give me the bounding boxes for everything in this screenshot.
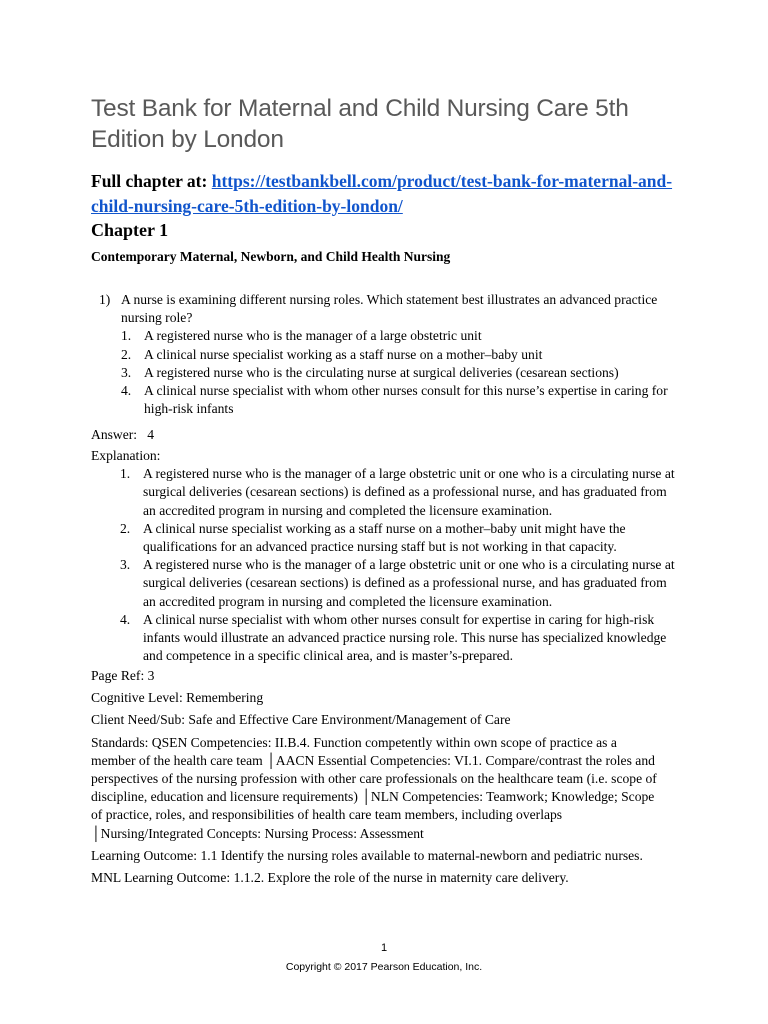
answer-option <box>121 364 679 382</box>
question-metadata <box>91 667 661 891</box>
option-number: 3. <box>121 364 132 380</box>
option-number: 1. <box>121 328 132 344</box>
explanation-text: A registered nurse who is the manager of a large obstetric unit or one who is a circulating nurse at surgical deliveries (cesarean sections) is defined as a professional nurse, and has graduated from an accredited program in nursing and completed the licensure examination. <box>143 557 675 609</box>
learning-outcome: Learning Outcome: 1.1 Identify the nursing roles available to maternal-newborn and pediatric nurses. <box>91 847 643 863</box>
explanation-number: 1. <box>120 466 131 482</box>
question-number: 1) <box>99 292 111 307</box>
explanation-item <box>120 520 681 556</box>
explanation-text: A clinical nurse specialist working as a staff nurse on a mother–baby unit might have the qualifications for an advanced practice nursing staff but is not working in that capacity. <box>143 520 626 555</box>
explanation-item <box>120 611 681 666</box>
standards: Standards: QSEN Competencies: II.B.4. Function competently within own scope of practice as a member of the health care team │AACN Essential Competencies: VI.1. Compare/contrast the roles and perspectives of the nursing profession with other care professionals on the healthcare team (i.e. scope of discipline, education and licensure requirements) │NLN Competencies: Teamwork; Knowledge; Scope of practice, roles, and responsibilities of health care team members, including overlaps │Nursing/Integrated Concepts: Nursing Process: Assessment <box>91 734 657 841</box>
full-chapter-label: Full chapter at: <box>91 171 212 191</box>
explanation-item <box>120 556 681 611</box>
page-number: 1 <box>380 942 388 954</box>
answer-option <box>121 382 679 418</box>
option-number: 2. <box>121 346 132 362</box>
explanation-text: A registered nurse who is the manager of a large obstetric unit or one who is a circulating nurse at surgical deliveries (cesarean sections) is defined as a professional nurse, and has graduated from an accredited program in nursing and completed the licensure examination. <box>143 466 675 518</box>
option-number: 4. <box>121 383 132 399</box>
answer-option <box>121 346 679 364</box>
explanation-label: Explanation: <box>91 448 161 463</box>
answer-option <box>121 327 679 345</box>
full-chapter-line <box>91 169 691 219</box>
explanation-block <box>91 447 681 665</box>
answer-value: 4 <box>147 427 155 442</box>
full-chapter-link[interactable]: https://testbankbell.com/product/test-bank-for-maternal-and-child-nursing-care-5th-edition-by-london/ <box>91 171 673 216</box>
option-text: A clinical nurse specialist working as a staff nurse on a mother–baby unit <box>144 346 543 362</box>
cognitive-level: Cognitive Level: Remembering <box>91 690 264 706</box>
explanation-number: 3. <box>120 557 131 573</box>
copyright-notice: Copyright © 2017 Pearson Education, Inc. <box>285 961 483 973</box>
explanation-number: 4. <box>120 611 131 627</box>
answer-line <box>91 426 154 444</box>
answer-options <box>121 327 679 418</box>
explanation-text: A clinical nurse specialist with whom other nurses consult for expertise in caring for high-risk infants would illustrate an advanced practice nursing role. This nurse has specialized knowledge and competence in a specific clinical area, and is master’s-prepared. <box>143 611 667 664</box>
explanation-number: 2. <box>120 520 131 536</box>
client-need: Client Need/Sub: Safe and Effective Care Environment/Management of Care <box>91 712 511 728</box>
mnl-learning-outcome: MNL Learning Outcome: 1.1.2. Explore the role of the nurse in maternity care delivery. <box>91 870 569 886</box>
explanation-item <box>120 465 681 520</box>
chapter-heading: Chapter 1 <box>91 220 169 240</box>
explanation-list <box>120 465 681 665</box>
page-ref: Page Ref: 3 <box>91 668 155 683</box>
option-text: A clinical nurse specialist with whom other nurses consult for this nurse’s expertise in caring for high-risk infants <box>144 383 668 417</box>
chapter-subtitle: Contemporary Maternal, Newborn, and Child Health Nursing <box>91 249 451 264</box>
option-text: A registered nurse who is the manager of a large obstetric unit <box>144 328 482 344</box>
question-stem: A nurse is examining different nursing roles. Which statement best illustrates an advanced practice nursing role? <box>121 292 658 326</box>
question-block <box>99 291 679 418</box>
document-title: Test Bank for Maternal and Child Nursing Care 5th Edition by London <box>91 95 629 153</box>
answer-label: Answer: <box>91 427 138 442</box>
option-text: A registered nurse who is the circulating nurse at surgical deliveries (cesarean sections) <box>144 364 619 380</box>
